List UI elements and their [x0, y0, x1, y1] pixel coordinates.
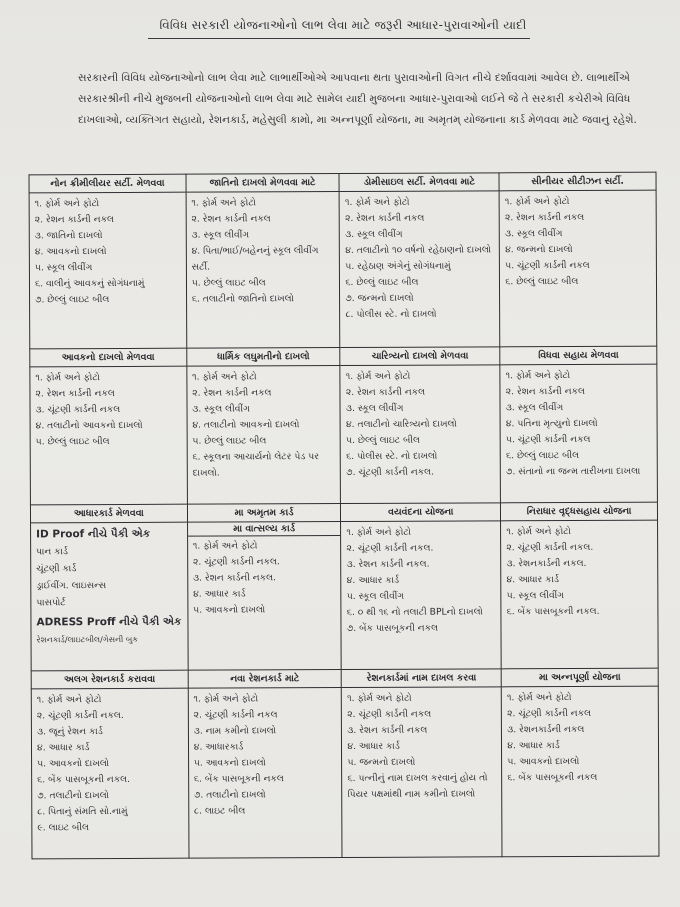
- requirement-list: [191, 195, 334, 308]
- requirement-list: [35, 370, 181, 451]
- list-item: ૪. પિતા/ભાઈ/બહેનનું સ્કૂલ લીવીંગ સર્ટી.: [191, 245, 319, 273]
- table-cell: [30, 366, 187, 505]
- list-item: ૫. ચૂંટણી કાર્ડની નકલ: [505, 433, 591, 446]
- table-cell: [188, 688, 342, 859]
- cell-header: ચારિત્ર્યનો દાખલો મેળવવા: [340, 347, 500, 366]
- list-item: ૪. આધાર કાર્ડ: [506, 574, 559, 586]
- list-item: ૬. બેંક પાસબૂકની નકલ: [193, 773, 284, 785]
- list-item: ૭. બેંક પાસબૂકની નકલ: [346, 622, 439, 634]
- list-item: ૪. તલાટીનો ૧૦ વર્ષનો રહેઠાણનો દાખલો: [345, 244, 492, 256]
- list-item: ૨. ચૂંટણી કાર્ડની નકલ: [193, 709, 278, 721]
- intro-paragraph: સરકારની વિવિધ યોજનાઓનો લાભ લેવા માટે લાભાર્થીઓએ આપવાના થતા પુરાવાઓની વિગત નીચે દર્શાવવામાં આવેલ છે. લાભાર્થીએ સરકારશ્રીની નીચે મુજબની યોજનાઓનો લાભ લેવા માટે સામેલ યાદી મુજબના આધાર-પુરાવાઓ લઈને જે તે સરકારી કચેરીએ વિવિધ દાખલાઓ, વ્યક્તિગત સહાયો, રેશનકાર્ડ, મહેસુલી કામો, મા અન્નપૂર્ણા યોજના, મા અમૃતમ્ યોજનાના કાર્ડ મેળવવા માટે જવાનું રહેશે.: [78, 72, 637, 126]
- id-proof-heading: ID Proof નીચે પૈકી એક: [36, 527, 151, 541]
- list-item: ૧. ફોર્મ અને ફોટો: [347, 692, 412, 704]
- cell-header: જાતિનો દાખલો મેળવવા માટે: [186, 174, 340, 193]
- cell-header: મા અમૃતમ કાર્ડ: [187, 504, 341, 523]
- list-item: ૩. નામ કમીનો દાખલો: [193, 725, 277, 737]
- table-cell: [501, 686, 659, 857]
- requirement-list: [35, 196, 181, 309]
- table-cell: [29, 192, 186, 349]
- list-item: ૧. ફોર્મ અને ફોટો: [193, 693, 259, 705]
- list-item: ૪. તલાટીનો ચારિત્ર્યનો દાખલો: [345, 418, 457, 430]
- list-item: ૫. છેલ્લું લાઇટ બીલ: [191, 277, 266, 289]
- title-underline: [148, 38, 530, 39]
- cell-header: અલગ રેશનકાર્ડ કરાવવા: [31, 670, 188, 689]
- list-item: ૩. ચૂંટણી કાર્ડની નકલ: [35, 403, 121, 416]
- list-item: ૫. રહેઠાણ અંગેનું સોગંધનામું: [345, 260, 451, 272]
- list-item: ૫. આવકનો દાખલો: [37, 758, 110, 770]
- list-item: ૧. ફોર્મ અને ફોટો: [507, 692, 572, 704]
- requirement-list: [193, 538, 336, 619]
- list-item: ૫. આવકનો દાખલો: [507, 755, 580, 768]
- cell-header: ડોમીસાઇલ સર્ટી. મેળવવા માટે: [339, 173, 499, 192]
- list-item: ૨. રેશન કાર્ડની નકલ: [505, 385, 586, 398]
- list-item: ૫. આવકનો દાખલો: [193, 757, 266, 769]
- table-cell: [340, 365, 500, 504]
- list-item: ૬. બેંક પાસબૂકની નકલ: [507, 771, 598, 784]
- list-item: ૬. છેલ્લું લાઇટ બીલ: [505, 449, 580, 462]
- list-item: ૧. ફોર્મ અને ફોટો: [192, 540, 258, 552]
- table-cell: [501, 520, 658, 669]
- requirement-list: [346, 368, 495, 481]
- cell-header: વયવંદના યોજના: [341, 503, 501, 522]
- aadhaar-proof-note: [36, 526, 182, 649]
- list-item: ૩. રેશન કાર્ડની નકલ.: [346, 558, 430, 570]
- list-item: ૭. સંતાનો ના જન્મ તારીખના દાખલા: [506, 465, 641, 478]
- list-item: ૬. પત્નીનું નામ દાખલ કરવાનું હોય તો પિયર પક્ષમાંથી નામ કમીનો દાખલો: [347, 772, 488, 800]
- list-item: ૪. આવકનો દાખલો: [34, 246, 107, 258]
- list-item: ૭. તલાટીનો દાખલો: [193, 789, 266, 801]
- proof-item: ચૂંટણી કાર્ડ: [36, 563, 77, 575]
- list-item: ૪. જન્મનો દાખલો: [505, 243, 573, 256]
- list-item: ૪. આધારકાર્ડ: [193, 741, 244, 753]
- list-item: ૫. આવકનો દાખલો: [193, 604, 266, 616]
- list-item: ૩. સ્કૂલ લીવીંગ: [345, 228, 403, 240]
- cell-header: વિધવા સહાય મેળવવા: [500, 346, 657, 365]
- list-item: ૩. જાતિનો દાખલો: [34, 230, 103, 242]
- table-cell: [339, 191, 500, 348]
- list-item: ૭. છેલ્લું લાઇટ બીલ: [35, 294, 110, 306]
- proof-list: [36, 543, 182, 612]
- list-item: ૨. ચૂંટણી કાર્ડની નકલ.: [36, 709, 124, 722]
- requirement-list: [506, 524, 652, 621]
- list-item: ૬. બેંક પાસબૂકની નકલ.: [506, 605, 600, 618]
- list-item: ૨. ચૂંટણી કાર્ડની નકલ.: [506, 541, 594, 554]
- list-item: ૨. ચૂંટણી કાર્ડની નકલ.: [346, 542, 434, 554]
- cell-header: ધાર્મિક લઘુમતીનો દાખલો: [187, 348, 341, 367]
- cell-header: નિરાધાર વૃદ્ધસહાય યોજના: [501, 502, 658, 521]
- address-proof-heading: ADRESS Proff નીચે પૈકી એક: [36, 615, 182, 629]
- address-proof-items: રેશનકાર્ડ/લાઇટબીલ/ગેસની બુક: [36, 634, 138, 645]
- cell-header: આવકનો દાખલો મેળવવા: [30, 348, 187, 367]
- list-item: ૮. પોલીસ સ્ટે. નો દાખલો: [345, 308, 437, 320]
- list-item: ૩. સ્કૂલ લીવીંગ: [504, 228, 563, 240]
- requirement-list: [37, 692, 183, 837]
- list-item: ૧. ફોર્મ અને ફોટો: [34, 198, 100, 210]
- list-item: ૧. ફોર્મ અને ફોટો: [35, 372, 100, 384]
- list-item: ૧. ફોર્મ અને ફોટો: [346, 526, 412, 538]
- list-item: ૨. રેશન કાર્ડની નકલ: [504, 211, 585, 224]
- cell-subheader: મા વાત્સલ્ય કાર્ડ: [188, 522, 341, 537]
- list-item: ૫. સ્કૂલ લીવીંગ: [506, 590, 565, 602]
- list-item: ૩. રેશનકાર્ડની નકલ.: [506, 557, 587, 570]
- list-item: ૭. તલાટીનો દાખલો: [37, 790, 109, 802]
- proof-item: પાન કાર્ડ: [36, 546, 68, 558]
- list-item: ૬. ૦ થી ૧૬ નો તલાટી BPLનો દાખલો: [346, 606, 483, 618]
- list-item: ૨. રેશન કાર્ડની નકલ: [191, 213, 271, 225]
- list-item: ૧. ફોર્મ અને ફોટો: [506, 526, 571, 538]
- list-item: ૨. રેશન કાર્ડની નકલ: [34, 214, 115, 226]
- list-item: ૬. સ્કૂલના આચાર્યનો લેટર પેડ પર દાખલો.: [192, 451, 319, 479]
- list-item: ૫. જન્મનો દાખલો: [347, 756, 416, 768]
- list-item: ૪. પતિના મૃત્યુનો દાખલો: [505, 417, 598, 430]
- list-item: ૩. જૂનું રેશન કાર્ડ: [36, 726, 103, 738]
- requirement-list: [506, 368, 652, 481]
- list-item: ૪. તલાટીનો આવકનો દાખલો: [35, 419, 143, 432]
- list-item: ૨. રેશન કાર્ડની નકલ: [345, 212, 425, 224]
- requirement-list: [507, 690, 653, 787]
- list-item: ૨. રેશન કાર્ડની નકલ: [192, 387, 272, 399]
- table-cell: [500, 364, 657, 503]
- list-item: ૪. આધાર કાર્ડ: [346, 574, 400, 586]
- list-item: ૧. ફોર્મ અને ફોટો: [505, 370, 571, 382]
- requirement-list: [346, 524, 495, 637]
- list-item: ૫. ચૂંટણી કાર્ડની નકલ: [505, 259, 590, 272]
- list-item: ૫. સ્કૂલ લીવીંગ: [34, 262, 93, 274]
- list-item: ૩. સ્કૂલ લીવીંગ: [505, 402, 564, 414]
- list-item: ૪. તલાટીનો આવકનો દાખલો: [192, 419, 300, 431]
- cell-header: નવા રેશનકાર્ડ માટે: [188, 670, 342, 689]
- list-item: ૨. ચૂંટણી કાર્ડની નકલ: [347, 708, 432, 720]
- list-item: ૮. લાઇટ બીલ: [194, 805, 246, 817]
- requirement-list: [505, 194, 651, 291]
- list-item: ૧. ફોર્મ અને ફોટો: [504, 196, 570, 208]
- list-item: ૩. રેશન કાર્ડની નકલ: [347, 724, 428, 736]
- list-item: ૫. સ્કૂલ લીવીંગ: [346, 590, 405, 602]
- list-item: ૨. ચૂંટણી કાર્ડની નકલ.: [192, 556, 280, 568]
- list-item: ૧. ફોર્મ અને ફોટો: [36, 694, 102, 706]
- list-item: ૧. ફોર્મ અને ફોટો: [345, 370, 411, 382]
- document-title: વિવિધ સરકારી યોજનાઓનો લાભ લેવા માટે જરૂરી આધાર-પુરાવાઓની યાદી: [159, 18, 527, 32]
- requirement-list: [347, 690, 496, 803]
- list-item: ૩. રેશનકાર્ડની નકલ: [507, 723, 585, 736]
- list-item: ૯. લાઇટ બીલ: [37, 822, 89, 834]
- proof-item: ડ્રાઈવીંગ. લાઇસન્સ: [36, 580, 107, 592]
- list-item: ૬. તલાટીનો જાતિનો દાખલો: [191, 293, 294, 305]
- table-cell: [187, 522, 341, 671]
- cell-header: મા અન્નપૂર્ણા યોજના: [501, 668, 658, 687]
- list-item: ૪. આધાર કાર્ડ: [193, 588, 246, 600]
- list-item: ૧. ફોર્મ અને ફોટો: [344, 196, 410, 208]
- list-item: ૬. છેલ્લું લાઇટ બીલ: [345, 276, 419, 288]
- table-cell: [31, 522, 188, 671]
- list-item: ૫. છેલ્લું લાઇટ બીલ: [35, 436, 110, 448]
- cell-header: આધારકાર્ડ મેળવવા: [30, 504, 187, 523]
- list-item: ૪. આધાર કાર્ડ: [347, 740, 400, 752]
- cell-header: રેશનકાર્ડમાં નામ દાખલ કરવા: [342, 669, 502, 688]
- requirement-list: [194, 691, 337, 820]
- cell-header: સીનીયર સીટીઝન સર્ટી.: [499, 172, 656, 191]
- cell-header: નોન ક્રીમીલીયર સર્ટી. મેળવવા: [29, 174, 186, 193]
- requirements-table: [29, 172, 660, 860]
- proof-item: પાસપોર્ટ: [36, 597, 66, 609]
- table-cell: [342, 687, 503, 858]
- list-item: ૬. બેંક પાસબૂકની નકલ.: [37, 773, 131, 786]
- list-item: ૬. વાલીનું આવકનું સોગંધનામું: [34, 277, 145, 290]
- table-cell: [186, 192, 340, 349]
- list-item: ૨. રેશન કાર્ડની નકલ: [345, 386, 426, 398]
- list-item: ૧. ફોર્મ અને ફોટો: [192, 371, 257, 383]
- list-item: ૬. પોલીસ સ્ટે. નો દાખલો: [346, 450, 438, 462]
- list-item: ૩. સ્કૂલ લીવીંગ: [345, 402, 404, 414]
- list-item: ૧. ફોર્મ અને ફોટો: [191, 197, 256, 209]
- table-cell: [31, 688, 188, 859]
- requirement-list: [192, 369, 335, 482]
- list-item: ૫. છેલ્લું લાઇટ બીલ: [192, 435, 267, 447]
- table-cell: [499, 190, 656, 347]
- list-item: ૪. આધાર કાર્ડ: [507, 740, 560, 752]
- list-item: ૨. ચૂંટણી કાર્ડની નકલ: [507, 707, 592, 720]
- list-item: ૬. છેલ્લું લાઇટ બીલ: [505, 275, 579, 288]
- list-item: ૮. પિતાનું સંમતિ સો.નામું: [37, 805, 128, 818]
- list-item: ૫. છેલ્લું લાઇટ બીલ: [346, 434, 421, 446]
- list-item: ૭. ચૂંટણી કાર્ડની નકલ.: [346, 466, 435, 478]
- table-cell: [187, 366, 341, 505]
- list-item: ૨. રેશન કાર્ડની નકલ: [35, 387, 115, 400]
- list-item: ૩. સ્કૂલ લીવીંગ: [192, 403, 250, 415]
- list-item: ૩. સ્કૂલ લીવીંગ: [191, 229, 250, 241]
- list-item: ૩. રેશન કાર્ડની નકલ.: [192, 572, 276, 584]
- list-item: ૪. આધાર કાર્ડ: [36, 742, 90, 754]
- requirement-list: [345, 194, 494, 323]
- list-item: ૭. જન્મનો દાખલો: [345, 292, 414, 304]
- table-cell: [341, 521, 502, 670]
